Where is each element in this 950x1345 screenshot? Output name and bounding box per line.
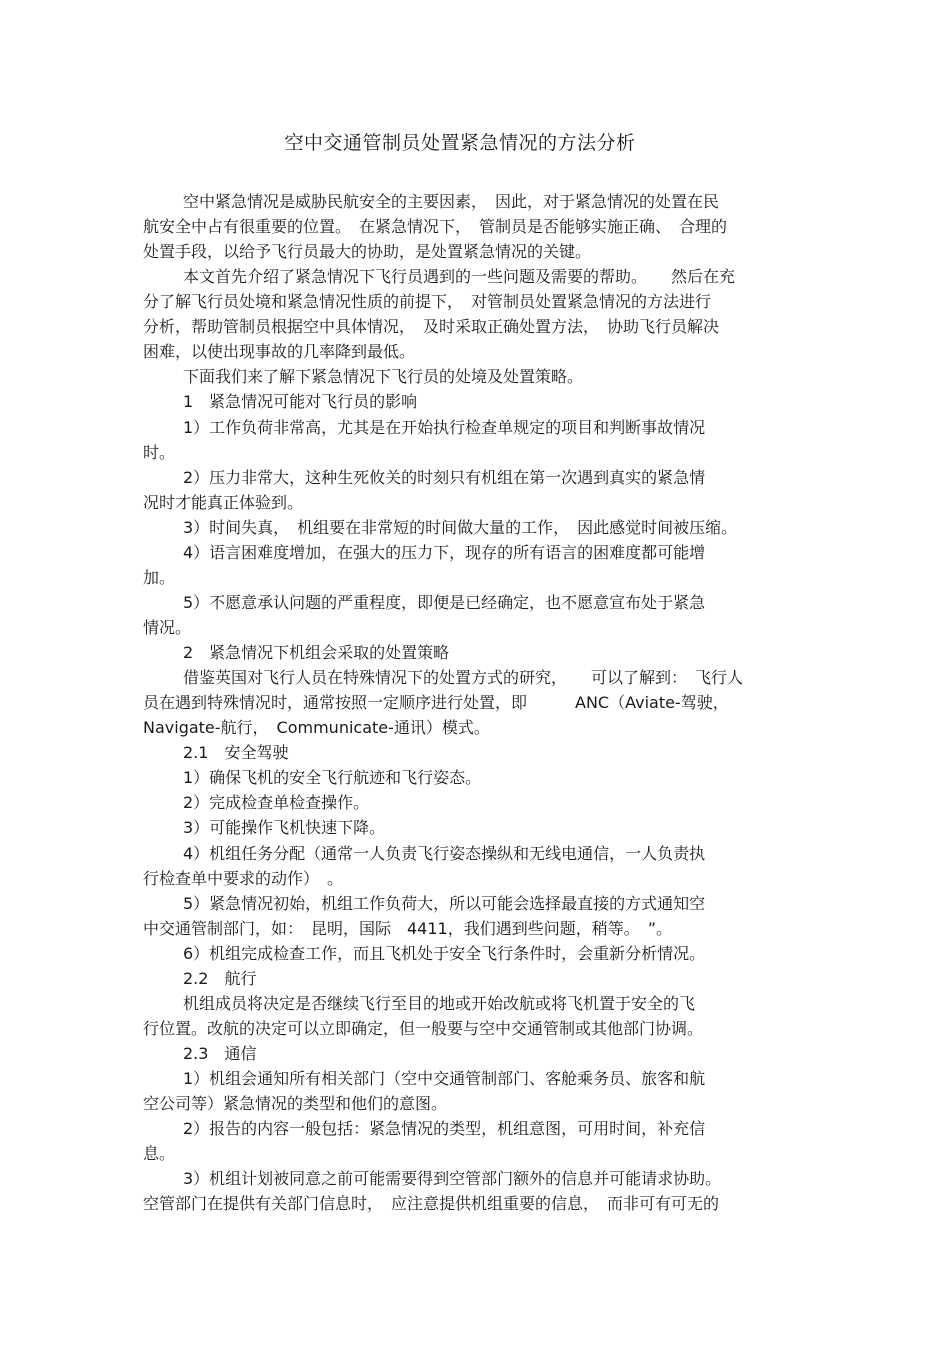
body-line: 3）时间失真， 机组要在非常短的时间做大量的工作， 因此感觉时间被压缩。: [183, 518, 738, 537]
body-line: 5）紧急情况初始，机组工作负荷大，所以可能会选择最直接的方式通知空: [183, 894, 706, 913]
body-line: 2）报告的内容一般包括：紧急情况的类型，机组意图，可用时间，补充信: [183, 1119, 706, 1138]
body-line: 1）机组会通知所有相关部门（空中交通管制部门、客舱乘务员、旅客和航: [183, 1069, 706, 1088]
body-line: 行检查单中要求的动作） 。: [143, 869, 344, 888]
body-line: 1）确保飞机的安全飞行航迹和飞行姿态。: [183, 768, 482, 787]
body-line: 情况。: [143, 618, 192, 637]
subsection-heading: 2.2 航行: [183, 969, 257, 988]
body-line: 本文首先介绍了紧急情况下飞行员遇到的一些问题及需要的帮助。 然后在充: [183, 267, 736, 286]
body-line: 3）可能操作飞机快速下降。: [183, 818, 386, 837]
subsection-heading: 2.3 通信: [183, 1044, 257, 1063]
body-line: 2）完成检查单检查操作。: [183, 793, 370, 812]
body-line: 空中紧急情况是威胁民航安全的主要因素， 因此，对于紧急情况的处置在民: [183, 192, 720, 211]
body-line: 困难，以使出现事故的几率降到最低。: [143, 342, 416, 361]
body-line: 4）语言困难度增加，在强大的压力下，现存的所有语言的困难度都可能增: [183, 543, 706, 562]
body-line: 分了解飞行员处境和紧急情况性质的前提下， 对管制员处置紧急情况的方法进行: [143, 292, 712, 311]
body-line: 借鉴英国对飞行人员在特殊情况下的处置方式的研究， 可以了解到： 飞行人: [183, 668, 744, 687]
body-line: 处置手段，以给予飞行员最大的协助，是处置紧急情况的关键。: [143, 242, 592, 261]
body-line: 员在遇到特殊情况时，通常按照一定顺序进行处置，即 ANC（Aviate-驾驶，: [143, 693, 729, 712]
body-line: 空管部门在提供有关部门信息时， 应注意提供机组重要的信息， 而非可有可无的: [143, 1194, 720, 1213]
body-line: 3）机组计划被同意之前可能需要得到空管部门额外的信息并可能请求协助。: [183, 1169, 722, 1188]
body-line: 5）不愿意承认问题的严重程度，即便是已经确定，也不愿意宣布处于紧急: [183, 593, 706, 612]
section-heading: 2 紧急情况下机组会采取的处置策略: [183, 643, 450, 662]
body-line: 机组成员将决定是否继续飞行至目的地或开始改航或将飞机置于安全的飞: [183, 994, 696, 1013]
body-line: 时。: [143, 443, 176, 462]
body-line: 下面我们来了解下紧急情况下飞行员的处境及处置策略。: [183, 367, 584, 386]
body-line: Navigate-航行， Communicate-通讯）模式。: [143, 718, 490, 737]
body-line: 况时才能真正体验到。: [143, 493, 304, 512]
body-line: 分析，帮助管制员根据空中具体情况， 及时采取正确处置方法， 协助飞行员解决: [143, 317, 720, 336]
body-line: 2）压力非常大，这种生死攸关的时刻只有机组在第一次遇到真实的紧急情: [183, 468, 706, 487]
body-line: 6）机组完成检查工作，而且飞机处于安全飞行条件时，会重新分析情况。: [183, 944, 706, 963]
document-title: 空中交通管制员处置紧急情况的方法分析: [284, 132, 636, 154]
section-heading: 1 紧急情况可能对飞行员的影响: [183, 392, 418, 411]
body-line: 空公司等）紧急情况的类型和他们的意图。: [143, 1094, 448, 1113]
body-line: 行位置。改航的决定可以立即确定，但一般要与空中交通管制或其他部门协调。: [143, 1019, 704, 1038]
body-line: 4）机组任务分配（通常一人负责飞行姿态操纵和无线电通信，一人负责执: [183, 844, 706, 863]
body-line: 航安全中占有很重要的位置。 在紧急情况下， 管制员是否能够实施正确、 合理的: [143, 217, 728, 236]
body-line: 加。: [143, 568, 176, 587]
body-line: 1）工作负荷非常高，尤其是在开始执行检查单规定的项目和判断事故情况: [183, 418, 706, 437]
subsection-heading: 2.1 安全驾驶: [183, 743, 289, 762]
body-line: 中交通管制部门，如： 昆明，国际 4411，我们遇到些问题，稍等。 ”。: [143, 919, 673, 938]
body-line: 息。: [143, 1144, 176, 1163]
